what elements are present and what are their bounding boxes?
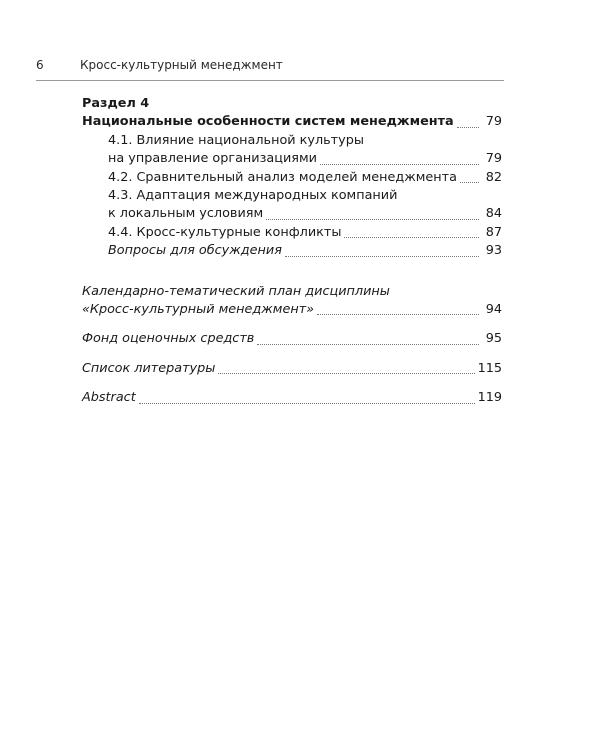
toc-page-number: 94 <box>485 302 502 318</box>
toc-page-number: 93 <box>485 243 502 259</box>
toc-entry-text: 4.1. Влияние национальной культуры <box>108 132 364 148</box>
toc-page-number: 115 <box>477 360 502 376</box>
toc-page-number: 79 <box>485 114 502 130</box>
dot-leader <box>460 182 479 183</box>
running-header <box>36 58 504 72</box>
dot-leader <box>320 164 479 165</box>
toc-entry-text: 4.2. Сравнительный анализ моделей менеджмента <box>108 169 457 185</box>
toc-entry-4-4[interactable] <box>82 224 502 242</box>
toc-entry-4-3-line1[interactable] <box>82 187 502 205</box>
dot-leader <box>317 314 479 315</box>
toc-entry-text: Abstract <box>82 390 136 406</box>
toc-entry-abstract[interactable] <box>82 389 502 407</box>
running-title: Кросс-культурный менеджмент <box>80 58 283 72</box>
toc-page-number: 95 <box>485 331 502 347</box>
toc-page-number: 119 <box>477 390 502 406</box>
toc-page-number: 87 <box>485 224 502 240</box>
toc-entry-4-2[interactable] <box>82 169 502 187</box>
toc-entry-references[interactable] <box>82 360 502 378</box>
toc-entry-4-1-line1[interactable] <box>82 132 502 150</box>
toc-entry-text: Национальные особенности систем менеджмента <box>82 114 454 130</box>
toc-page-number: 84 <box>485 206 502 222</box>
toc-entry-text: «Кросс-культурный менеджмент» <box>82 302 315 318</box>
toc-entry-section-title[interactable] <box>82 113 502 131</box>
toc-page-number: 79 <box>485 151 502 167</box>
toc-entry-text: Список литературы <box>82 360 216 376</box>
toc-entry-4-3[interactable] <box>82 205 502 223</box>
dot-leader <box>285 256 479 257</box>
header-rule <box>36 80 504 81</box>
toc-entry-text: Фонд оценочных средств <box>82 331 255 347</box>
toc-entry-text: Вопросы для обсуждения <box>108 243 282 259</box>
dot-leader <box>218 373 474 374</box>
page-number: 6 <box>36 58 44 72</box>
toc-entry-assessment-fund[interactable] <box>82 330 502 348</box>
toc-entry-text: Календарно-тематический план дисциплины <box>82 283 390 299</box>
dot-leader <box>257 344 479 345</box>
dot-leader <box>344 237 479 238</box>
toc-entry-text: на управление организациями <box>108 151 317 167</box>
toc-entry-calendar-plan-line1[interactable] <box>82 283 502 301</box>
dot-leader <box>266 219 479 220</box>
table-of-contents <box>82 95 502 408</box>
toc-entry-discussion[interactable] <box>82 242 502 260</box>
dot-leader <box>139 403 475 404</box>
toc-entry-calendar-plan[interactable] <box>82 301 502 319</box>
section-label: Раздел 4 <box>82 96 150 111</box>
dot-leader <box>457 127 479 128</box>
toc-entry-text: 4.4. Кросс-культурные конфликты <box>108 224 342 240</box>
toc-entry-4-1[interactable] <box>82 150 502 168</box>
toc-entry-text: к локальным условиям <box>108 206 264 222</box>
toc-page-number: 82 <box>485 169 502 185</box>
toc-entry-text: 4.3. Адаптация международных компаний <box>108 188 398 204</box>
